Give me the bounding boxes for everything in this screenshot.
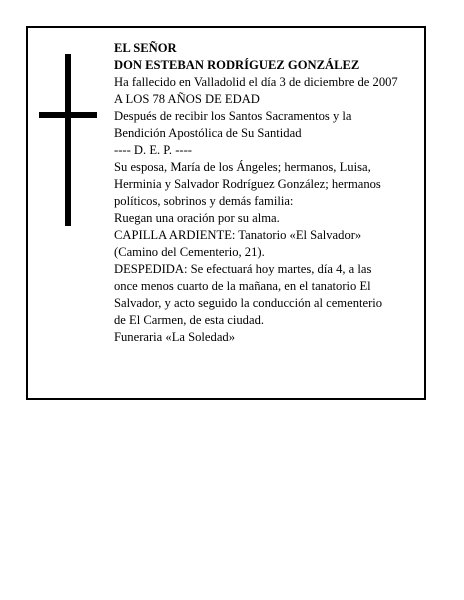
farewell-line-1: DESPEDIDA: Se efectuará hoy martes, día 4, a las — [114, 262, 372, 276]
chapel-line-2: (Camino del Cementerio, 21). — [114, 245, 265, 259]
family-line-1: Su esposa, María de los Ángeles; hermanos, Luisa, — [114, 160, 371, 174]
farewell-line-2: once menos cuarto de la mañana, en el tanatorio El — [114, 279, 371, 293]
family-line-2: Herminia y Salvador Rodríguez González; hermanos — [114, 177, 381, 191]
rip-line: ---- D. E. P. ---- — [114, 143, 192, 157]
funeral-home: Funeraria «La Soledad» — [114, 330, 235, 344]
obituary-notice — [26, 26, 426, 400]
notice-text — [114, 40, 426, 346]
deceased-name: DON ESTEBAN RODRÍGUEZ GONZÁLEZ — [114, 58, 360, 72]
farewell-line-4: de El Carmen, de esta ciudad. — [114, 313, 265, 327]
sacraments-line-2: Bendición Apostólica de Su Santidad — [114, 126, 302, 140]
cross-vertical-bar — [65, 54, 71, 226]
cross-horizontal-bar — [39, 112, 97, 118]
cross-icon — [39, 54, 97, 226]
notice-title: EL SEÑOR — [114, 41, 177, 55]
farewell-line-3: Salvador, y acto seguido la conducción al cementerio — [114, 296, 383, 310]
family-line-3: políticos, sobrinos y demás familia: — [114, 194, 294, 208]
death-statement: Ha fallecido en Valladolid el día 3 de diciembre de 2007 — [114, 75, 398, 89]
age-statement: A LOS 78 AÑOS DE EDAD — [114, 92, 260, 106]
prayer-request: Ruegan una oración por su alma. — [114, 211, 280, 225]
sacraments-line-1: Después de recibir los Santos Sacramentos y la — [114, 109, 352, 123]
chapel-line-1: CAPILLA ARDIENTE: Tanatorio «El Salvador» — [114, 228, 362, 242]
